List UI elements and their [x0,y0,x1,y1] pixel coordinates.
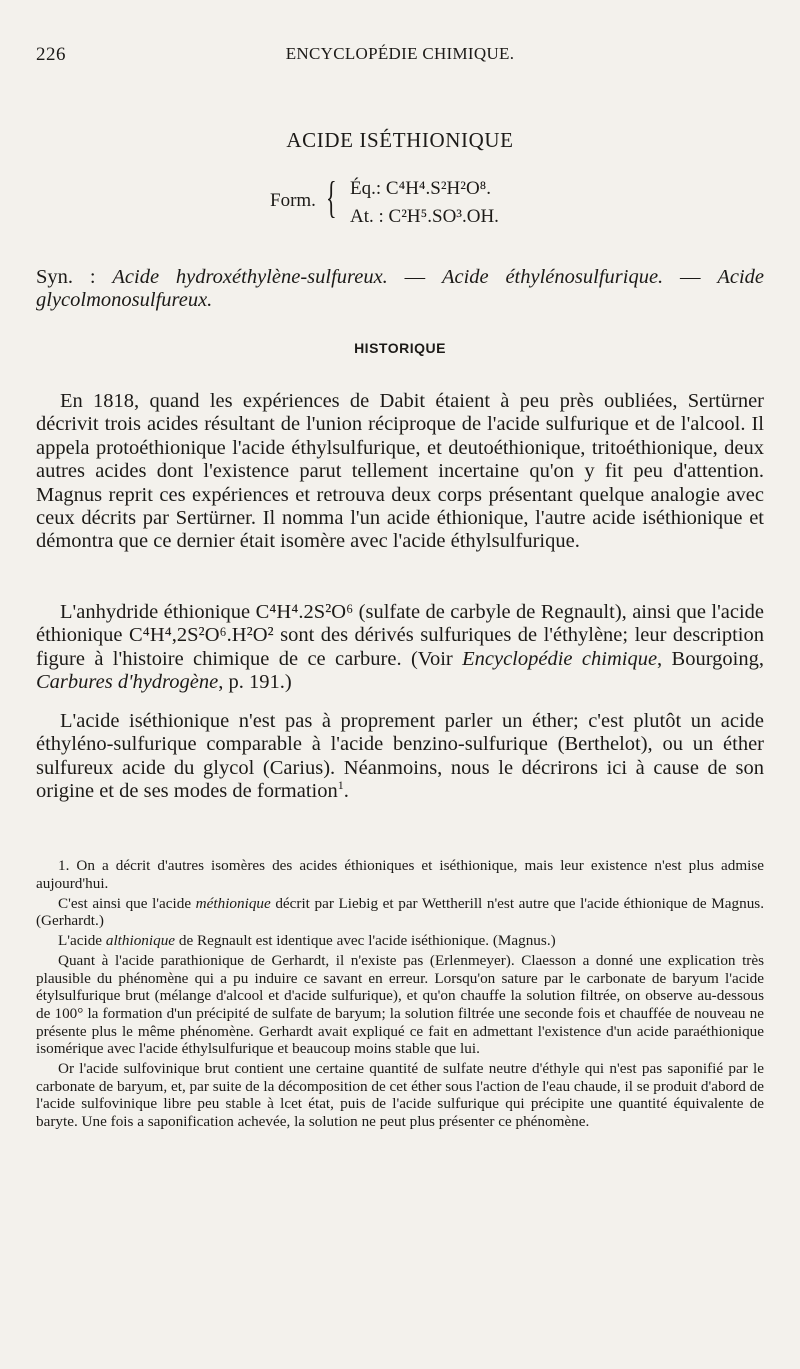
formula-block [270,174,600,234]
footnote-2-text-a: C'est ainsi que l'acide [58,894,196,912]
footnotes [36,857,764,1133]
reference-encyclopedie: Encyclopédie chimique [462,647,658,670]
paragraph-3-end: . [343,780,349,803]
paragraph-3-text: L'acide iséthionique n'est pas à proprement parler un éther; c'est plutôt un acide éthyléno-sulfurique comparable à l'acide benzino-sulfurique (Berthelot), ou un éther sulfureux acide du glycol (Carius). Néanmoins, nous le décrirons ici à cause de son origine et de ses modes de formation [36,710,764,803]
synonym-dash-2: — [663,266,718,288]
footnote-3 [36,932,764,950]
synonyms-prefix: Syn. : [36,266,113,288]
formula-at-prefix: At. : [350,206,389,227]
paragraph-1: En 1818, quand les expériences de Dabit étaient à peu près oubliées, Sertürner décrivit trois acides résultant de l'union réciproque de l'acide sulfurique et de l'alcool. Il appela protoéthionique l'acide éthylsulfurique, et deutoéthionique, tritoéthionique, deux autres acides dont l'existence parut tellement incertaine qu'on y fit peu d'attention. Magnus reprit ces expériences et retrouva deux corps présentant quelque analogie avec ceux décrits par Sertürner. Il nomma l'un acide éthionique, l'autre acide iséthionique et démontra que ce dernier était isomère avec l'acide éthylsulfurique. [36,390,764,553]
footnote-5: Or l'acide sulfovinique brut contient une certaine quantité de sulfate neutre d'éthyle qui n'est pas saponifié par le carbonate de baryum, et, par suite de la décomposition de cet éther sous l'action de l'eau chaude, il se produit d'abord de l'acide sulfovinique libre peu stable à lcet état, puis de l'acide sulfurique qui précipite une quantité équivalente de baryte. Une fois a saponification achevée, la solution ne peut plus présenter ce phénomène. [36,1060,764,1130]
synonym-1: Acide hydroxéthylène-sulfureux. [112,266,388,288]
footnote-3-italic: althionique [105,932,176,950]
paragraph-3 [36,710,764,804]
footnote-1: 1. On a décrit d'autres isomères des acides éthioniques et iséthionique, mais leur existence n'est plus admise aujourd'hui. [36,857,764,892]
formula-atomic [350,206,499,228]
synonyms [36,266,764,313]
section-heading: HISTORIQUE [354,340,446,356]
reference-carbures: Carbures d'hydrogène [36,671,219,694]
journal-title: ENCYCLOPÉDIE CHIMIQUE. [285,44,515,63]
synonym-3: Acide glycolmonosulfureux. [36,266,764,312]
formula-eq-prefix: Éq.: [350,178,386,199]
footnote-2 [36,895,764,930]
paragraph-2-text-c: , p. 191.) [218,671,292,694]
formula-at-value: C²H⁵.SO³.OH. [388,206,499,227]
synonym-dash-1: — [387,266,442,288]
brace-icon: { [326,173,337,222]
formula-equivalent [350,178,491,200]
running-head [36,44,764,68]
page-number: 226 [36,44,66,65]
synonym-2: Acide éthylénosulfurique. [441,266,664,288]
paragraph-2 [36,601,764,695]
footnote-2-italic: méthionique [195,894,271,912]
article-title: ACIDE ISÉTHIONIQUE [286,128,514,152]
footnote-ref-1: 1 [337,778,344,793]
footnote-2-text-b: décrit par Liebig et par Wettherill n'est autre que l'acide éthionique de Magnus. (Gerhardt.) [36,894,764,930]
footnote-3-text-a: L'acide [58,932,106,950]
formula-label: Form. [270,190,316,211]
formula-eq-value: C⁴H⁴.S²H²O⁸. [385,178,492,199]
footnote-3-text-b: de Regnault est identique avec l'acide iséthionique. (Magnus.) [175,932,556,950]
paragraph-2-text-a: L'anhydride éthionique C⁴H⁴.2S²O⁶ (sulfate de carbyle de Regnault), ainsi que l'acide éthionique C⁴H⁴,2S²O⁶.H²O² sont des dérivés sulfuriques de l'éthylène; leur description figure à l'histoire chimique de ce carbure. (Voir [36,601,764,670]
footnote-4: Quant à l'acide parathionique de Gerhardt, il n'existe pas (Erlenmeyer). Claesson a donné une explication très plausible du phénomène qui a pu induire ce savant en erreur. Lorsqu'on sature par le carbonate de baryum l'acide étylsulfurique brut (mélange d'alcool et d'acide sulfurique), et qu'on chauffe la solution filtrée, on observe au-dessous de 100° la formation d'un précipité de sulfate de baryum; la solution filtrée une seconde fois et chauffée de nouveau ne présente plus le même phénomène. Gerhardt avait expliqué ce fait en admettant l'existence d'un acide paraéthionique isomérique avec l'acide éthylsulfurique et beaucoup moins stable que lui. [36,952,764,1058]
paragraph-2-text-b: , Bourgoing, [657,647,764,670]
